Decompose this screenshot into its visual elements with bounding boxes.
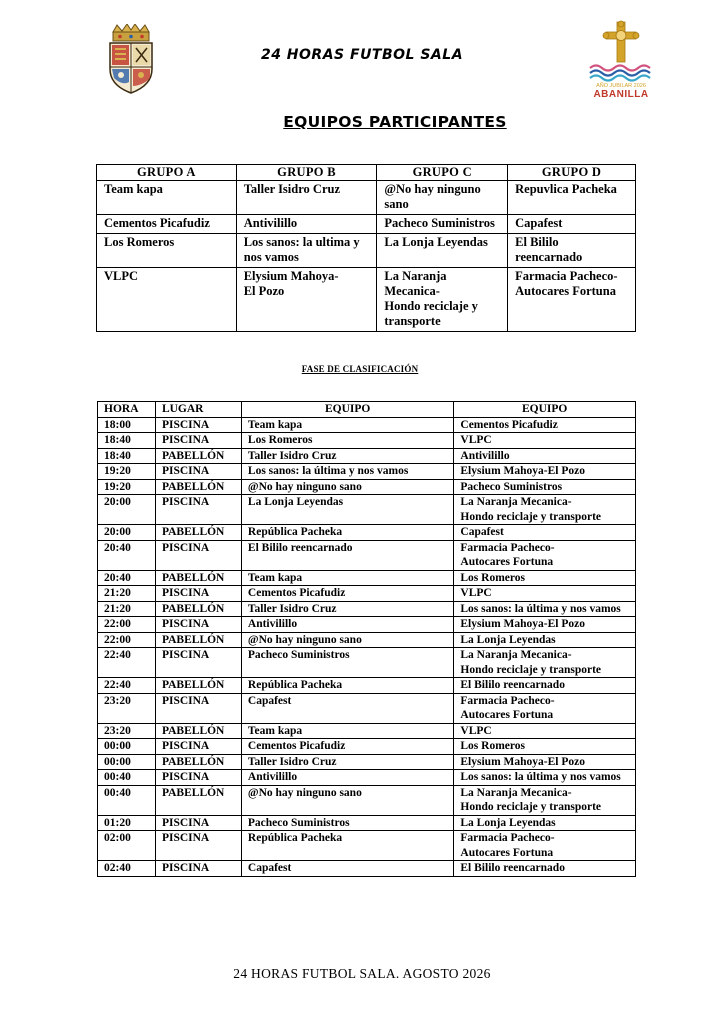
match-team-cell: República Pacheka <box>241 831 453 861</box>
match-team-cell: Farmacia Pacheco- Autocares Fortuna <box>454 693 636 723</box>
group-team-cell: Team kapa <box>97 181 237 215</box>
group-team-cell: Taller Isidro Cruz <box>236 181 377 215</box>
schedule-row <box>98 723 636 739</box>
section-title-phase: FASE DE CLASIFICACIÓN <box>301 364 419 374</box>
match-time-cell: 00:40 <box>98 770 156 786</box>
group-team-cell: VLPC <box>97 268 237 332</box>
match-team-cell: Elysium Mahoya-El Pozo <box>454 617 636 633</box>
match-team-cell: Antivilillo <box>454 448 636 464</box>
match-team-cell: República Pacheka <box>241 678 453 694</box>
match-team-cell: La Lonja Leyendas <box>241 495 453 525</box>
group-header: GRUPO A <box>97 165 237 181</box>
schedule-header-row <box>98 402 636 418</box>
match-team-cell: @No hay ninguno sano <box>241 479 453 495</box>
match-team-cell: Pacheco Suministros <box>241 815 453 831</box>
match-team-cell: @No hay ninguno sano <box>241 632 453 648</box>
match-team-cell: Taller Isidro Cruz <box>241 448 453 464</box>
match-team-cell: Antivilillo <box>241 617 453 633</box>
group-header: GRUPO C <box>377 165 508 181</box>
schedule-row <box>98 831 636 861</box>
schedule-row <box>98 754 636 770</box>
schedule-row <box>98 495 636 525</box>
schedule-table <box>97 401 636 877</box>
match-team-cell: Taller Isidro Cruz <box>241 754 453 770</box>
match-time-cell: 23:20 <box>98 723 156 739</box>
match-venue-cell: PISCINA <box>155 739 241 755</box>
match-team-cell: Los Romeros <box>454 739 636 755</box>
match-team-cell: Farmacia Pacheco- Autocares Fortuna <box>454 831 636 861</box>
match-team-cell: Team kapa <box>241 723 453 739</box>
match-time-cell: 22:40 <box>98 648 156 678</box>
match-team-cell: Cementos Picafudiz <box>241 586 453 602</box>
group-team-cell: Los sanos: la ultima y nos vamos <box>236 234 377 268</box>
schedule-row <box>98 525 636 541</box>
schedule-row <box>98 586 636 602</box>
schedule-header: EQUIPO <box>241 402 453 418</box>
match-time-cell: 02:40 <box>98 861 156 877</box>
groups-row <box>97 181 636 215</box>
schedule-row <box>98 739 636 755</box>
schedule-header: EQUIPO <box>454 402 636 418</box>
group-team-cell: La Lonja Leyendas <box>377 234 508 268</box>
group-team-cell: Farmacia Pacheco- Autocares Fortuna <box>508 268 636 332</box>
match-time-cell: 20:40 <box>98 540 156 570</box>
group-team-cell: Pacheco Suministros <box>377 215 508 234</box>
schedule-row <box>98 815 636 831</box>
schedule-row <box>98 601 636 617</box>
match-team-cell: Cementos Picafudiz <box>241 739 453 755</box>
schedule-row <box>98 785 636 815</box>
match-team-cell: Capafest <box>241 861 453 877</box>
page-title: 24 HORAS FUTBOL SALA <box>260 47 464 63</box>
group-team-cell: Elysium Mahoya- El Pozo <box>236 268 377 332</box>
match-venue-cell: PABELLÓN <box>155 754 241 770</box>
match-time-cell: 23:20 <box>98 693 156 723</box>
match-time-cell: 20:00 <box>98 495 156 525</box>
match-team-cell: Los sanos: la última y nos vamos <box>241 464 453 480</box>
schedule-row <box>98 770 636 786</box>
group-team-cell: Antivilillo <box>236 215 377 234</box>
group-header: GRUPO D <box>508 165 636 181</box>
schedule-row <box>98 433 636 449</box>
match-team-cell: La Lonja Leyendas <box>454 815 636 831</box>
match-time-cell: 20:00 <box>98 525 156 541</box>
match-venue-cell: PISCINA <box>155 617 241 633</box>
match-venue-cell: PISCINA <box>155 540 241 570</box>
match-team-cell: Los sanos: la última y nos vamos <box>454 770 636 786</box>
match-time-cell: 18:00 <box>98 417 156 433</box>
match-time-cell: 19:20 <box>98 479 156 495</box>
match-venue-cell: PISCINA <box>155 433 241 449</box>
match-team-cell: Los Romeros <box>454 570 636 586</box>
match-time-cell: 22:00 <box>98 632 156 648</box>
group-team-cell: Los Romeros <box>97 234 237 268</box>
match-team-cell: La Naranja Mecanica- Hondo reciclaje y transporte <box>454 495 636 525</box>
match-team-cell: República Pacheka <box>241 525 453 541</box>
jubilee-cross-logo-icon <box>586 20 656 100</box>
group-header: GRUPO B <box>236 165 377 181</box>
match-team-cell: Elysium Mahoya-El Pozo <box>454 464 636 480</box>
match-venue-cell: PABELLÓN <box>155 601 241 617</box>
match-venue-cell: PABELLÓN <box>155 570 241 586</box>
match-time-cell: 01:20 <box>98 815 156 831</box>
schedule-header: HORA <box>98 402 156 418</box>
match-team-cell: Pacheco Suministros <box>454 479 636 495</box>
match-venue-cell: PABELLÓN <box>155 479 241 495</box>
match-team-cell: Farmacia Pacheco- Autocares Fortuna <box>454 540 636 570</box>
logo-year-text: AÑO JUBILAR 2026 <box>596 83 646 89</box>
match-team-cell: El Bililo reencarnado <box>454 678 636 694</box>
match-time-cell: 22:40 <box>98 678 156 694</box>
match-team-cell: El Bililo reencarnado <box>241 540 453 570</box>
match-venue-cell: PISCINA <box>155 495 241 525</box>
match-team-cell: Team kapa <box>241 570 453 586</box>
match-team-cell: @No hay ninguno sano <box>241 785 453 815</box>
match-team-cell: Cementos Picafudiz <box>454 417 636 433</box>
match-venue-cell: PABELLÓN <box>155 785 241 815</box>
match-venue-cell: PISCINA <box>155 693 241 723</box>
match-team-cell: Los Romeros <box>241 433 453 449</box>
match-team-cell: VLPC <box>454 433 636 449</box>
match-team-cell: Team kapa <box>241 417 453 433</box>
match-team-cell: El Bililo reencarnado <box>454 861 636 877</box>
schedule-row <box>98 540 636 570</box>
schedule-row <box>98 464 636 480</box>
group-team-cell: Cementos Picafudiz <box>97 215 237 234</box>
schedule-header: LUGAR <box>155 402 241 418</box>
match-team-cell: Taller Isidro Cruz <box>241 601 453 617</box>
match-time-cell: 21:20 <box>98 586 156 602</box>
match-team-cell: Pacheco Suministros <box>241 648 453 678</box>
group-team-cell: La Naranja Mecanica- Hondo reciclaje y transporte <box>377 268 508 332</box>
group-team-cell: El Bililo reencarnado <box>508 234 636 268</box>
match-venue-cell: PISCINA <box>155 770 241 786</box>
match-team-cell: Elysium Mahoya-El Pozo <box>454 754 636 770</box>
match-time-cell: 18:40 <box>98 433 156 449</box>
match-venue-cell: PISCINA <box>155 464 241 480</box>
match-venue-cell: PABELLÓN <box>155 525 241 541</box>
groups-header-row <box>97 165 636 181</box>
match-venue-cell: PISCINA <box>155 648 241 678</box>
match-venue-cell: PABELLÓN <box>155 632 241 648</box>
match-time-cell: 22:00 <box>98 617 156 633</box>
match-time-cell: 19:20 <box>98 464 156 480</box>
match-time-cell: 02:00 <box>98 831 156 861</box>
match-team-cell: Capafest <box>241 693 453 723</box>
schedule-row <box>98 417 636 433</box>
match-team-cell: Capafest <box>454 525 636 541</box>
match-venue-cell: PISCINA <box>155 417 241 433</box>
section-title-teams: EQUIPOS PARTICIPANTES <box>283 113 507 131</box>
schedule-row <box>98 570 636 586</box>
schedule-row <box>98 648 636 678</box>
schedule-row <box>98 678 636 694</box>
match-time-cell: 00:00 <box>98 739 156 755</box>
match-team-cell: La Lonja Leyendas <box>454 632 636 648</box>
match-time-cell: 20:40 <box>98 570 156 586</box>
match-venue-cell: PABELLÓN <box>155 723 241 739</box>
groups-row <box>97 215 636 234</box>
groups-table <box>96 164 636 332</box>
logo-town-text: ABANILLA <box>593 89 649 100</box>
match-time-cell: 18:40 <box>98 448 156 464</box>
schedule-row <box>98 632 636 648</box>
match-team-cell: Los sanos: la última y nos vamos <box>454 601 636 617</box>
match-venue-cell: PABELLÓN <box>155 678 241 694</box>
groups-row <box>97 268 636 332</box>
match-team-cell: La Naranja Mecanica- Hondo reciclaje y transporte <box>454 648 636 678</box>
group-team-cell: Capafest <box>508 215 636 234</box>
group-team-cell: Repuvlica Pacheka <box>508 181 636 215</box>
match-venue-cell: PABELLÓN <box>155 448 241 464</box>
match-time-cell: 00:00 <box>98 754 156 770</box>
match-team-cell: Antivilillo <box>241 770 453 786</box>
schedule-row <box>98 617 636 633</box>
group-team-cell: @No hay ninguno sano <box>377 181 508 215</box>
match-venue-cell: PISCINA <box>155 586 241 602</box>
match-time-cell: 00:40 <box>98 785 156 815</box>
match-venue-cell: PISCINA <box>155 831 241 861</box>
match-team-cell: VLPC <box>454 586 636 602</box>
groups-row <box>97 234 636 268</box>
schedule-row <box>98 861 636 877</box>
schedule-row <box>98 448 636 464</box>
match-venue-cell: PISCINA <box>155 815 241 831</box>
schedule-row <box>98 479 636 495</box>
page-footer: 24 HORAS FUTBOL SALA. AGOSTO 2026 <box>233 966 491 981</box>
match-team-cell: VLPC <box>454 723 636 739</box>
match-time-cell: 21:20 <box>98 601 156 617</box>
match-team-cell: La Naranja Mecanica- Hondo reciclaje y transporte <box>454 785 636 815</box>
match-venue-cell: PISCINA <box>155 861 241 877</box>
schedule-row <box>98 693 636 723</box>
